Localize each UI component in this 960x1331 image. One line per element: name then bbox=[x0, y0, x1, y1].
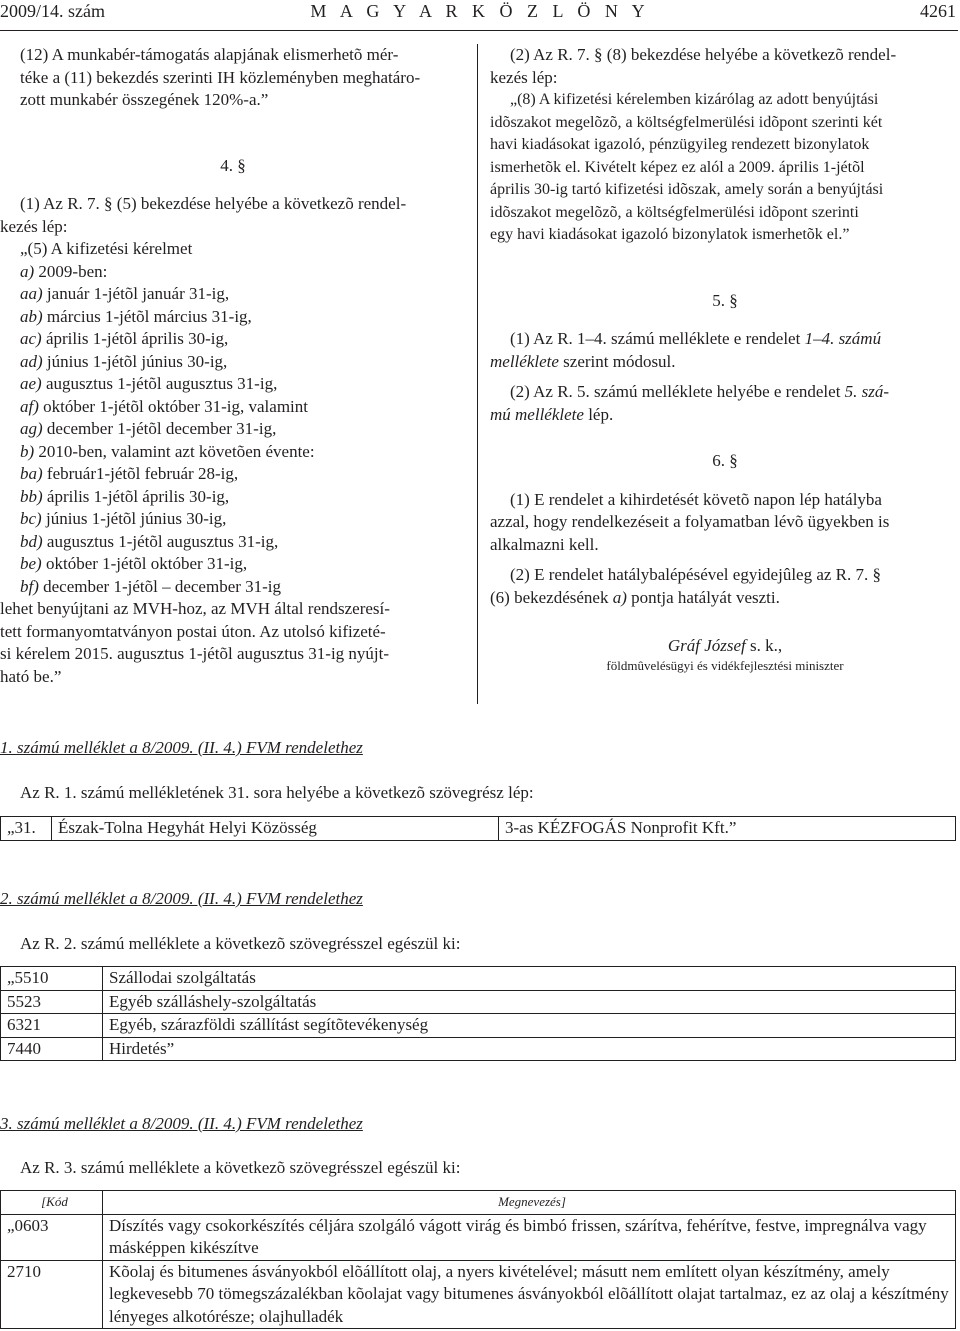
annex-3-intro: Az R. 3. számú melléklete a következõ szövegrésszel egészül ki: bbox=[20, 1158, 461, 1177]
list-item: ab) március 1-jétõl március 31-ig, bbox=[20, 306, 252, 326]
table-row: 5523 Egyéb szálláshely-szolgáltatás bbox=[1, 990, 956, 1014]
paragraph-12: (12) A munkabér-támogatás alapjának elismerhetõ mér- téke a (11) bekezdés szerinti IH közleményben meghatáro- zott munkabér összegének 120%-a.” bbox=[20, 45, 421, 109]
list-item: aa) január 1-jétõl január 31-ig, bbox=[20, 284, 230, 303]
section-5-heading: 5. § bbox=[712, 290, 738, 310]
list-item: ac) április 1-jétõl április 30-ig, bbox=[20, 329, 229, 348]
item-b: b) 2010-ben, valamint azt követõen évente: bbox=[20, 441, 315, 461]
table-row: 2710 Kõolaj és bitumenes ásványokból elõállított olaj, a nyers kivételével; másutt nem említett olyan készítmény, amely legkevesebb 70 tömegszázalékban kõolajat vagy bitumenes ásványokból elõállított olajat tartalmaz, ez az olaj a készítmény lényeges alkotórésze; olajhulladék bbox=[1, 1260, 956, 1329]
left-column bbox=[0, 44, 466, 688]
table-row: 7440 Hirdetés” bbox=[1, 1037, 956, 1061]
list-item: ad) június 1-jétõl június 30-ig, bbox=[20, 351, 228, 371]
quote-paragraph-8: „(8) A kifizetési kérelemben kizárólag az adott benyújtási idõszakot megelõzõ, a költségfelmerülési idõpont szerinti két havi kiadásokat igazoló, pénzügyileg rendezett bizonylatok ismerhetõk el. Kivételt képez ez alól a 2009. április 1-jétõl április 30-ig tartó kifizetési idõszak, amely során a benyújtási idõszakot megelõzõ, a költségfelmerülési idõpont szerinti egy havi kiadásokat igazoló bizonylatok ismerhetõk el.” bbox=[490, 91, 884, 243]
annex-1-title: 1. számú melléklet a 8/2009. (II. 4.) FVM rendelethez bbox=[0, 738, 363, 757]
quote-start: „(5) A kifizetési kérelmet bbox=[20, 239, 193, 258]
b-items bbox=[0, 463, 466, 598]
list-item: bf) december 1-jétõl – december 31-ig bbox=[20, 576, 282, 596]
section-5-para-1: (1) Az R. 1–4. számú melléklete e rendelet 1–4. számú melléklete szerint módosul. bbox=[490, 329, 882, 371]
annex-2-intro: Az R. 2. számú melléklete a következõ szövegrésszel egészül ki: bbox=[20, 934, 461, 953]
list-item: ba) február1-jétõl február 28-ig, bbox=[20, 464, 239, 483]
signature-title: földmûvelésügyi és vidékfejlesztési miniszter bbox=[606, 657, 844, 673]
annex-3-table bbox=[0, 1190, 956, 1329]
list-item: bd) augusztus 1-jétõl augusztus 31-ig, bbox=[20, 531, 279, 551]
list-item: ag) december 1-jétõl december 31-ig, bbox=[20, 419, 277, 438]
list-item: bc) június 1-jétõl június 30-ig, bbox=[20, 509, 227, 528]
table-row: 6321 Egyéb, szárazföldi szállítást segítõtevékenység bbox=[1, 1014, 956, 1038]
annex-2-title: 2. számú melléklet a 8/2009. (II. 4.) FVM rendelethez bbox=[0, 889, 363, 908]
item-a: a) 2009-ben: bbox=[20, 261, 108, 281]
section-5-para-2: (2) Az R. 5. számú melléklete helyébe e rendelet 5. szá- mú melléklete lép. bbox=[490, 382, 890, 424]
annex-1-intro: Az R. 1. számú mellékletének 31. sora helyébe a következõ szövegrész lép: bbox=[20, 783, 534, 802]
annex-2-table bbox=[0, 966, 956, 1061]
page-number: 4261 bbox=[920, 1, 956, 21]
list-item: af) október 1-jétõl október 31-ig, valamint bbox=[20, 396, 308, 416]
table-row: „0603 Díszítés vagy csokorkészítés céljára szolgáló vágott virág és bimbó frissen, szárítva, fehérítve, festve, impregnálva vagy másképpen kikészítve bbox=[1, 1214, 956, 1260]
signature-name: Gráf József s. k., bbox=[667, 636, 783, 655]
section-6-para-2: (2) E rendelet hatálybalépésével egyidejûleg az R. 7. § (6) bekezdésének a) pontja hatályát veszti. bbox=[490, 565, 882, 607]
list-item: bb) április 1-jétõl április 30-ig, bbox=[20, 486, 230, 506]
section-4-intro: (1) Az R. 7. § (5) bekezdése helyébe a következõ rendel- kezés lép: bbox=[0, 194, 407, 236]
list-item: ae) augusztus 1-jétõl augusztus 31-ig, bbox=[20, 374, 278, 393]
table-row: „5510 Szállodai szolgáltatás bbox=[1, 967, 956, 991]
annex-1-table bbox=[0, 816, 956, 841]
table-header: [Kód Megnevezés] bbox=[1, 1191, 956, 1215]
table-row: „31. Észak-Tolna Hegyhát Helyi Közösség 3-as KÉZFOGÁS Nonprofit Kft.” bbox=[1, 817, 956, 841]
section-6-heading: 6. § bbox=[712, 451, 738, 470]
closing-paragraph: lehet benyújtani az MVH-hoz, az MVH által rendszeresí- tett formanyomtatványon postai úton. Az utolsó kifizeté- si kérelem 2015. augusztus 1-jétõl augusztus 31-ig nyújt- ható be.” bbox=[0, 599, 390, 686]
list-item: be) október 1-jétõl október 31-ig, bbox=[20, 554, 248, 573]
a-items bbox=[0, 283, 466, 441]
section-6-para-1: (1) E rendelet a kihirdetését követõ napon lép hatályba azzal, hogy rendelkezéseit a folyamatban lévõ ügyekben is alkalmazni kell. bbox=[490, 489, 890, 554]
section-4-para-2: (2) Az R. 7. § (8) bekezdése helyébe a következõ rendel- kezés lép: bbox=[490, 45, 897, 87]
annex-3-title: 3. számú melléklet a 8/2009. (II. 4.) FVM rendelethez bbox=[0, 1114, 363, 1133]
journal-title: M A G Y A R K Ö Z L Ö N Y bbox=[310, 1, 650, 21]
section-4-heading: 4. § bbox=[220, 155, 246, 175]
right-column bbox=[490, 44, 960, 674]
issue-number: 2009/14. szám bbox=[0, 1, 105, 21]
page-header bbox=[0, 0, 958, 31]
column-divider bbox=[477, 44, 478, 704]
